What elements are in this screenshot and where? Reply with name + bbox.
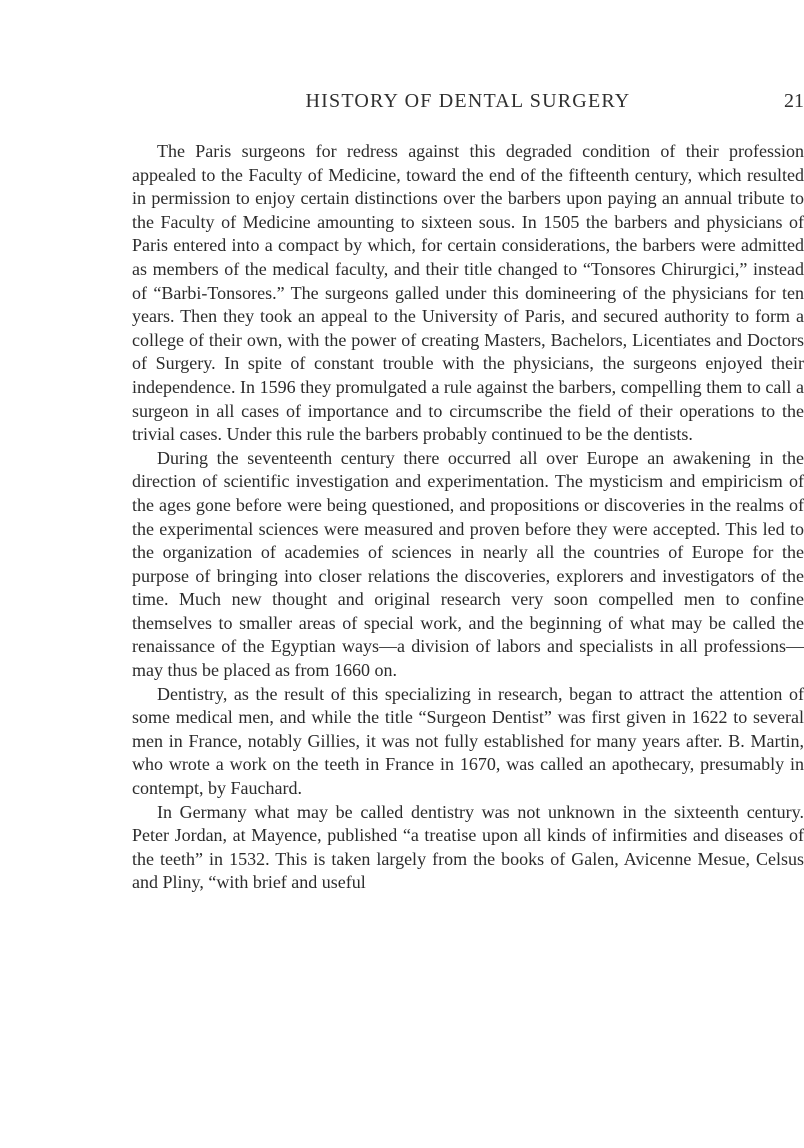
- paragraph-dentistry-specializing: Dentistry, as the result of this specializing in research, began to attract the attention of some medical men, and while the title “Surgeon Dentist” was first given in 1622 to several men in France, notably Gillies, it was not fully established for many years after. B. Martin, who wrote a work on the teeth in France in 1670, was called an apothecary, presumably in contempt, by Fauchard.: [132, 683, 804, 799]
- running-head: [132, 86, 804, 116]
- page-number: 21: [784, 90, 804, 112]
- running-title: HISTORY OF DENTAL SURGERY: [305, 90, 631, 112]
- paragraph-germany: In Germany what may be called dentistry was not unknown in the sixteenth century. Peter Jordan, at Mayence, published “a treatise upon all kinds of infirmities and diseases of the teeth” in 1532. This is taken largely from the books of Galen, Avicenne Mesue, Celsus and Pliny, “with brief and useful: [132, 801, 804, 893]
- paragraph-seventeenth-century: During the seventeenth century there occurred all over Europe an awakening in the direction of scientific investigation and experimentation. The mysticism and empiricism of the ages gone before were being questioned, and propositions or discoveries in the realms of the experimental sciences were measured and proven before they were accepted. This led to the organization of academies of sciences in nearly all the countries of Europe for the purpose of bringing into closer relations the discoveries, explorers and investigators of the time. Much new thought and original research very soon compelled men to confine themselves to smaller areas of special work, and the beginning of what may be called the renaissance of the Egyptian ways—a division of labors and specialists in all professions—may thus be placed as from 1660 on.: [132, 447, 804, 681]
- paragraph-paris-surgeons: The Paris surgeons for redress against this degraded condition of their profession appealed to the Faculty of Medicine, toward the end of the fifteenth century, which resulted in permission to enjoy certain distinctions over the barbers upon paying an annual tribute to the Faculty of Medicine amounting to sixteen sous. In 1505 the barbers and physicians of Paris entered into a compact by which, for certain considerations, the barbers were admitted as members of the medical faculty, and their title changed to “Tonsores Chirurgici,” instead of “Barbi-Tonsores.” The surgeons galled under this domineering of the physicians for ten years. Then they took an appeal to the University of Paris, and secured authority to form a college of their own, with the power of creating Masters, Bachelors, Licentiates and Doctors of Surgery. In spite of constant trouble with the physicians, the surgeons enjoyed their independence. In 1596 they promulgated a rule against the barbers, compelling them to call a surgeon in all cases of importance and to circumscribe the field of their operations to the trivial cases. Under this rule the barbers probably continued to be the dentists.: [132, 141, 804, 445]
- body-text: [132, 140, 804, 895]
